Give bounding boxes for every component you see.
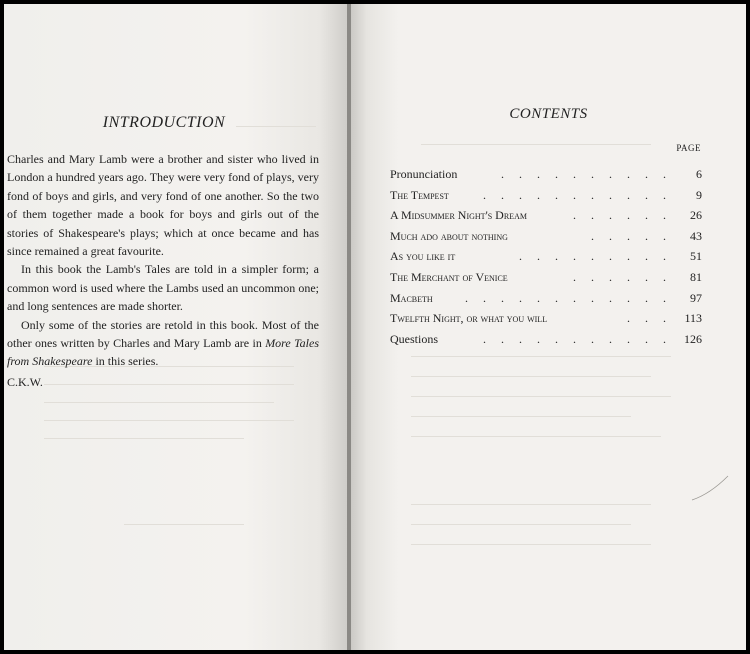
toc-entry-label: Questions — [390, 331, 438, 346]
toc-leader-dots: . . . . . . . . . . . — [483, 331, 672, 346]
toc-leader-dots: . . . . . . . . . . . — [483, 187, 672, 202]
toc-page-number: 6 — [696, 167, 702, 181]
toc-page-number: 9 — [696, 187, 702, 202]
toc-entry-label: Much ado about nothing — [390, 228, 508, 243]
right-page — [351, 4, 746, 650]
show-through-line — [44, 438, 244, 439]
toc-entry-label: Pronunciation — [390, 167, 458, 181]
intro-paragraph-end: in this series. — [92, 354, 159, 369]
show-through-line — [411, 376, 651, 377]
intro-paragraph — [7, 316, 319, 371]
intro-paragraph: In this book the Lamb's Tales are told in a simpler form; a common word is used where the Lambs used an uncommon one; and long sentences are made shorter. — [7, 262, 319, 314]
toc-page-number: 43 — [690, 228, 702, 243]
toc-page-number: 26 — [690, 208, 702, 223]
introduction-body — [7, 150, 319, 391]
show-through-line — [44, 402, 274, 403]
toc-entry-pronunciation — [390, 167, 702, 188]
toc-leader-dots: . . . . . . . . . . . . — [465, 290, 672, 305]
toc-entry-label: A Midsummer Night's Dream — [390, 208, 527, 223]
toc-entry-as-you-like-it — [390, 249, 702, 270]
show-through-line — [411, 544, 651, 545]
toc-leader-dots: . . . . . . — [573, 208, 672, 223]
toc-leader-dots: . . . — [627, 311, 672, 326]
toc-entry-much-ado — [390, 229, 702, 250]
toc-leader-dots: . . . . . . . . . — [519, 249, 672, 264]
show-through-line — [411, 356, 671, 357]
left-page — [4, 4, 347, 650]
introduction-heading: INTRODUCTION — [102, 114, 226, 131]
intro-paragraph-text: Only some of the stories are retold in this book. Most of the other ones written by Charles and Mary Lamb are in — [7, 317, 319, 351]
toc-leader-dots: . . . . . . . . . . — [501, 167, 672, 181]
toc-entry-macbeth — [390, 291, 702, 312]
open-book-spread — [4, 4, 746, 650]
intro-paragraph: Charles and Mary Lamb were a brother and sister who lived in London a hundred years ago. They were very fond of plays, very fond of boys and girls, and very fond of one another. So the two of them together made a book for boys and girls out of the stories of Shakespeare's plays; which at once became and has since remained a great favourite. — [7, 152, 319, 259]
show-through-line — [411, 396, 671, 397]
toc-entry-label: Twelfth Night, or what you will — [390, 311, 548, 326]
show-through-line — [411, 416, 631, 417]
toc-entry-twelfth-night — [390, 311, 702, 332]
show-through-line — [411, 436, 661, 437]
author-initials: C.K.W. — [7, 374, 43, 389]
toc-leader-dots: . . . . . . — [573, 269, 672, 284]
toc-entry-label: The Merchant of Venice — [390, 269, 508, 284]
show-through-line — [411, 524, 631, 525]
table-of-contents — [390, 167, 702, 352]
toc-entry-questions — [390, 332, 702, 353]
toc-entry-label: The Tempest — [390, 187, 449, 202]
show-through-line — [421, 144, 651, 145]
toc-entry-merchant-of-venice — [390, 270, 702, 291]
toc-page-number: 51 — [690, 249, 702, 264]
toc-page-number: 97 — [690, 290, 702, 305]
show-through-line — [44, 420, 294, 421]
show-through-line — [124, 524, 244, 525]
toc-entry-the-tempest — [390, 188, 702, 209]
toc-entry-label: Macbeth — [390, 290, 433, 305]
series-title: More Tales from Shakespeare — [7, 336, 319, 369]
page-column-header: PAGE — [676, 143, 701, 153]
toc-page-number: 81 — [690, 269, 702, 284]
toc-page-number: 113 — [684, 311, 702, 326]
toc-entry-label: As you like it — [390, 249, 456, 264]
toc-leader-dots: . . . . . — [591, 228, 672, 243]
pencil-mark — [690, 474, 730, 504]
toc-entry-midsummer-nights-dream — [390, 208, 702, 229]
show-through-line — [411, 504, 651, 505]
contents-heading: CONTENTS — [509, 106, 588, 122]
toc-page-number: 126 — [684, 331, 702, 346]
